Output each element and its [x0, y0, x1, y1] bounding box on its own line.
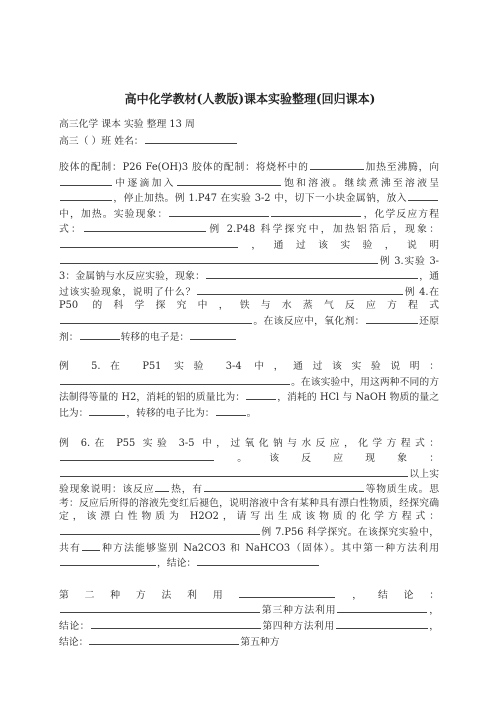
- text-run: ，转移的电子比为：: [126, 407, 215, 419]
- text-run: ，结论：: [157, 558, 197, 570]
- answer-blank: [310, 159, 364, 170]
- text-run: 中，加热。实验现象：: [59, 208, 169, 220]
- text-run: ，化学反应方程式：: [59, 208, 440, 236]
- text-run: 等物质生成。思考：反应后所得的溶液先变红后褪色，说明溶液中含有某种具有漂白性物质，经探究确定，该漂白性物质为 H2O2，请写出生成该物质的化学方程式：: [59, 484, 440, 523]
- name-blank: [145, 133, 237, 144]
- text-run: 例 7.P56 科学探究。在该探究实验中，共有: [59, 527, 439, 554]
- answer-blank: [60, 253, 378, 264]
- answer-blank: [336, 618, 428, 629]
- worksheet-body: [59, 159, 439, 649]
- answer-blank: [408, 190, 438, 201]
- student-info-line: [59, 133, 238, 147]
- text-run: 以上实验现象说明：该反应: [59, 468, 439, 496]
- text-run: 饱和溶液。继续煮沸至溶液呈: [281, 177, 440, 189]
- text-run: 。在该反应中，氧化剂：: [253, 315, 365, 327]
- text-run: 第二种方法利用: [59, 589, 239, 601]
- paragraph-sodium-peroxide: [59, 437, 439, 571]
- answer-blank: [60, 602, 260, 613]
- text-run: ，结论：: [59, 605, 440, 633]
- text-run: 例 4.在 P50 的科学探究中，铁与水蒸气反应方程式: [59, 286, 439, 312]
- text-run: 例 6.在 P55 实验 3-5 中，过氧化钠与水反应，化学方程式：: [59, 437, 439, 449]
- text-run: 例 2.P48 科学探究中，加热铝箔后，现象：: [207, 224, 440, 236]
- answer-blank: [337, 602, 427, 613]
- text-run: 。在该实验中，用这两种不同的方法制得等量的 H2，消耗的铝的质量比为：: [59, 376, 439, 404]
- paragraph-colloid-sodium-aluminum-iron: [59, 159, 439, 344]
- answer-blank: [177, 175, 281, 186]
- answer-blank: [60, 313, 252, 324]
- answer-blank: [366, 313, 418, 324]
- text-run: 热，有: [170, 484, 203, 496]
- answer-blank: [80, 329, 120, 340]
- text-run: 第三种方法利用: [261, 605, 337, 617]
- answer-blank: [155, 481, 169, 492]
- text-run: ，通过该实验现象，说明了什么？: [59, 271, 440, 298]
- text-run: 第四种方法利用: [261, 621, 335, 633]
- answer-blank: [84, 221, 206, 232]
- answer-blank: [190, 329, 236, 340]
- answer-blank: [60, 237, 238, 248]
- answer-blank: [89, 405, 125, 416]
- answer-blank: [169, 206, 269, 217]
- answer-blank: [271, 206, 361, 217]
- student-info-label: 高三（ ）班 姓名：: [59, 136, 144, 147]
- text-run: 例 5.在 P51 实验 3-4 中，通过该实验说明：: [59, 361, 439, 373]
- text-run: 转移的电子是：: [120, 331, 190, 343]
- answer-blank: [60, 524, 260, 535]
- answer-blank: [60, 450, 214, 461]
- text-run: 胶体的配制：P26 Fe(OH)3 胶体的配制：将烧杯中的: [59, 162, 309, 173]
- text-run: 中逐滴加入: [113, 177, 176, 189]
- document-title: 高中化学教材(人教版)课本实验整理(回归课本): [124, 92, 376, 106]
- text-run: ，通过该实验，说明: [239, 239, 439, 251]
- document-subtitle: 高三化学 课本 实验 整理 13 周: [59, 119, 195, 130]
- text-run: 。该反应现象：: [215, 453, 439, 465]
- text-run: ，消耗的 HCl 与 NaOH 物质的量之比为：: [59, 392, 440, 419]
- text-run: 第五种方: [240, 636, 280, 648]
- text-run: 例 3.实验 3-3：金属钠与水反应实验，现象：: [59, 255, 439, 283]
- answer-blank: [60, 466, 408, 477]
- answer-blank: [239, 587, 335, 598]
- answer-blank: [60, 190, 112, 201]
- answer-blank: [60, 374, 290, 385]
- text-run: ，结论：: [59, 621, 440, 648]
- answer-blank: [246, 389, 276, 400]
- answer-blank: [197, 555, 319, 566]
- answer-blank: [216, 405, 246, 416]
- paragraph-carbonate-methods: [59, 587, 439, 649]
- paragraph-aluminum-acid-base: [59, 360, 439, 420]
- answer-blank: [197, 284, 403, 295]
- text-run: 种方法能够鉴别 Na2CO3 和 NaHCO3（固体）。其中第一种方法利用: [100, 542, 440, 554]
- answer-blank: [89, 634, 239, 645]
- text-run: 。: [246, 407, 257, 419]
- answer-blank: [60, 555, 156, 566]
- text-run: ，停止加热。例 1.P47 在实验 3-2 中，切下一小块金属钠，放入: [113, 193, 407, 205]
- answer-blank: [91, 618, 261, 629]
- text-run: 还原剂：: [59, 315, 440, 343]
- answer-blank: [206, 268, 418, 279]
- answer-blank: [60, 175, 112, 186]
- answer-blank: [82, 540, 100, 551]
- text-run: ，结论：: [336, 589, 440, 601]
- text-run: 加热至沸腾，向: [364, 162, 439, 173]
- answer-blank: [204, 481, 364, 492]
